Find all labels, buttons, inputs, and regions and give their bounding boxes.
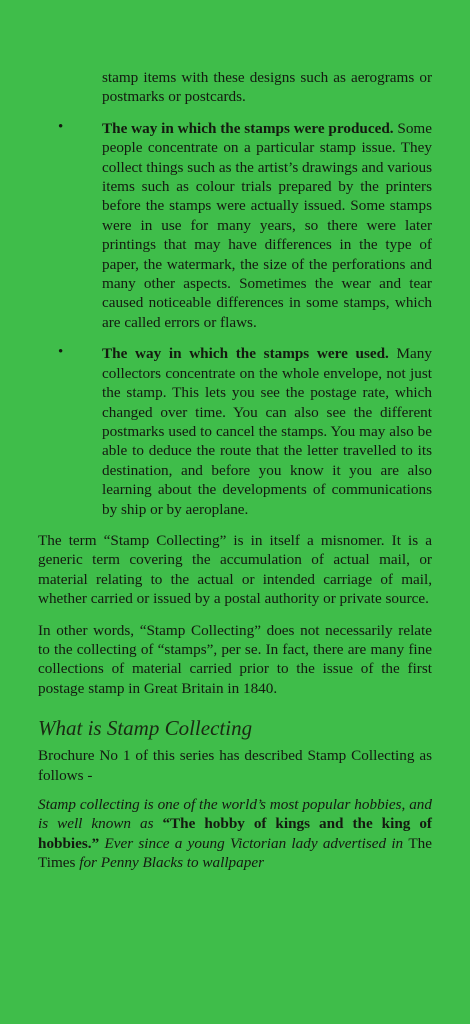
bullet-paragraph: [102, 344, 432, 519]
paragraph-other-words: In other words, “Stamp Collecting” does not necessarily relate to the collecting of “stamps”, per se. In fact, there are many fine collections of material carried prior to the issue of the first postage stamp in Great Britain in 1840.: [38, 621, 432, 697]
section-heading: What is Stamp Collecting: [38, 716, 253, 741]
intro-continuation: stamp items with these designs such as aerograms or postmarks or postcards.: [102, 69, 432, 106]
bullet-lead: The way in which the stamps were used.: [102, 345, 389, 363]
quote-newspaper: The Times: [38, 834, 432, 872]
bullet-lead: The way in which the stamps were produced.: [102, 119, 394, 137]
bullet-used: [38, 344, 432, 519]
bullet-marker: •: [58, 118, 64, 135]
paragraph-misnomer: The term “Stamp Collecting” is in itself a misnomer. It is a generic term covering the accumulation of actual mail, or material relating to the actual or intended carriage of mail, whether carried or issued by a postal authority or private source.: [38, 531, 432, 608]
quote-part2: Ever since a young Victorian lady advertised in: [99, 834, 409, 852]
bullet-marker: •: [58, 344, 64, 361]
bullet-paragraph: [102, 119, 432, 332]
quote-paragraph: [38, 795, 432, 873]
paragraph-brochure: Brochure No 1 of this series has described Stamp Collecting as follows -: [38, 747, 432, 784]
quote-part3: for Penny Blacks to wallpaper: [75, 854, 264, 872]
quote-part1: Stamp collecting is one of the world’s most popular hobbies, and is well known as: [38, 796, 432, 833]
bullet-text: Many collectors concentrate on the whole envelope, not just the stamp. This lets you see the postage rate, which changed over time. You can also see the different postmarks used to cancel the stamps. You may also be able to deduce the route that the letter travelled to its destination, and before you know it you are also learning about the developments of communications by ship or by aeroplane.: [102, 345, 432, 518]
bullet-text: Some people concentrate on a particular stamp issue. They collect things such as the artist’s drawings and various items such as colour trials prepared by the printers before the stamps were actually issued. Some stamps were in use for many years, so there were later printings that may have differences in the type of paper, the watermark, the size of the perforations and many other aspects. Sometimes the wear and tear caused noticeable differences in some stamps, which are called errors or flaws.: [102, 119, 432, 331]
bullet-produced: [38, 119, 432, 332]
quote-bold: “The hobby of kings and the king of hobbies.”: [38, 815, 432, 852]
